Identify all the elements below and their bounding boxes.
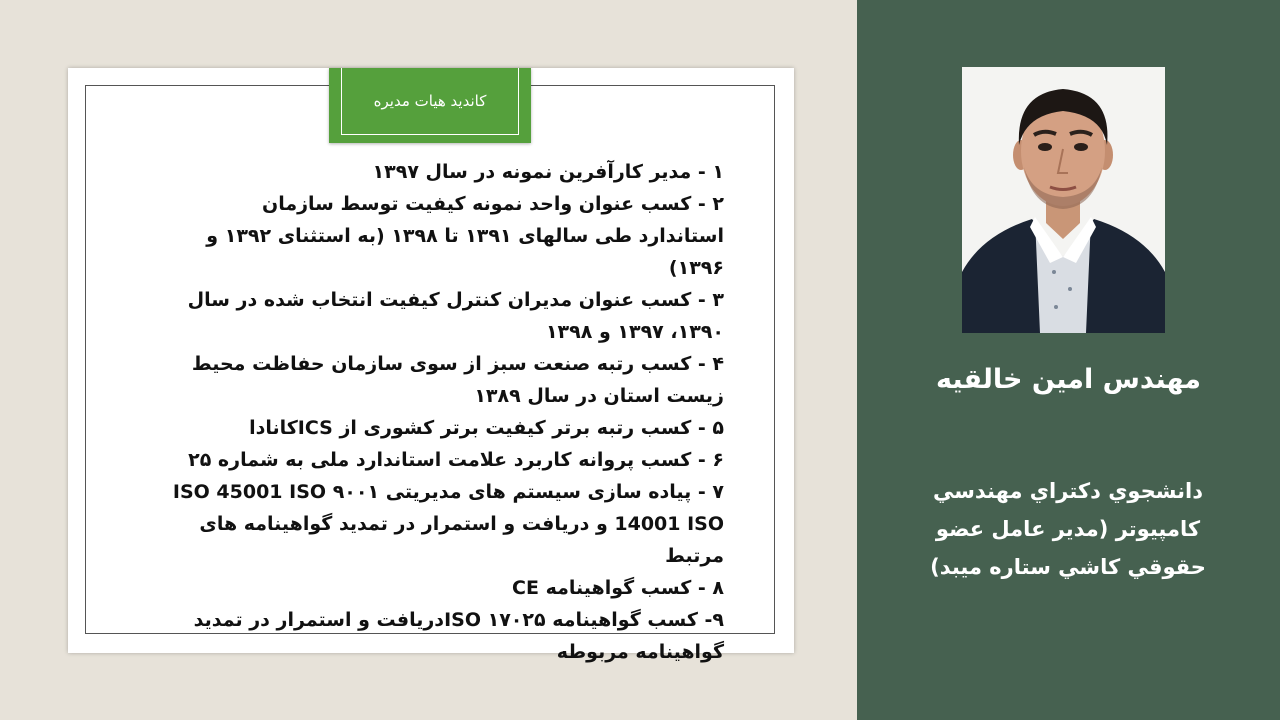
board-candidate-tab: [329, 68, 531, 143]
achievement-item: ۵ - کسب رتبه برتر کیفیت برتر کشوری از ICSکانادا: [249, 417, 724, 439]
achievement-item: ۷ - پیاده سازی سیستم های مدیریتی ۹۰۰۱ ISO 45001 ISO 14001 ISO و دریافت و استمرار در تمدید گواهینامه های مرتبط: [172, 481, 724, 567]
tab-label: کاندید هیات مدیره: [341, 68, 519, 135]
portrait-image: [962, 67, 1165, 333]
achievements-list: [172, 156, 724, 668]
profile-photo: [962, 67, 1165, 333]
achievement-item: ۳ - کسب عنوان مدیران کنترل کیفیت انتخاب شده در سال ۱۳۹۰، ۱۳۹۷ و ۱۳۹۸: [187, 289, 724, 343]
profile-panel: [857, 0, 1280, 720]
achievement-item: ۹- کسب گواهینامه ۱۷۰۲۵ ISOدریافت و استمرار در تمدید گواهینامه مربوطه: [193, 609, 724, 663]
person-title: دانشجوي دكتراي مهندسي كامپيوتر (مدير عامل عضو حقوقي كاشي ستاره ميبد): [930, 479, 1206, 579]
achievement-item: ۶ - کسب پروانه کاربرد علامت استاندارد ملی به شماره ۲۵: [188, 449, 724, 471]
achievement-item: ۱ - مدیر کارآفرین نمونه در سال ۱۳۹۷: [372, 161, 724, 183]
achievement-item: ۸ - کسب گواهینامه CE: [512, 577, 724, 599]
achievement-item: ۴ - کسب رتبه صنعت سبز از سوی سازمان حفاظت محیط زیست استان در سال ۱۳۸۹: [191, 353, 724, 407]
achievement-item: ۲ - کسب عنوان واحد نمونه کیفیت توسط سازمان استاندارد طی سالهای ۱۳۹۱ تا ۱۳۹۸ (به استثنای ۱۳۹۲ و ۱۳۹۶): [206, 193, 724, 279]
person-name: مهندس امین خالقیه: [935, 364, 1202, 395]
achievements-card: [68, 68, 794, 663]
